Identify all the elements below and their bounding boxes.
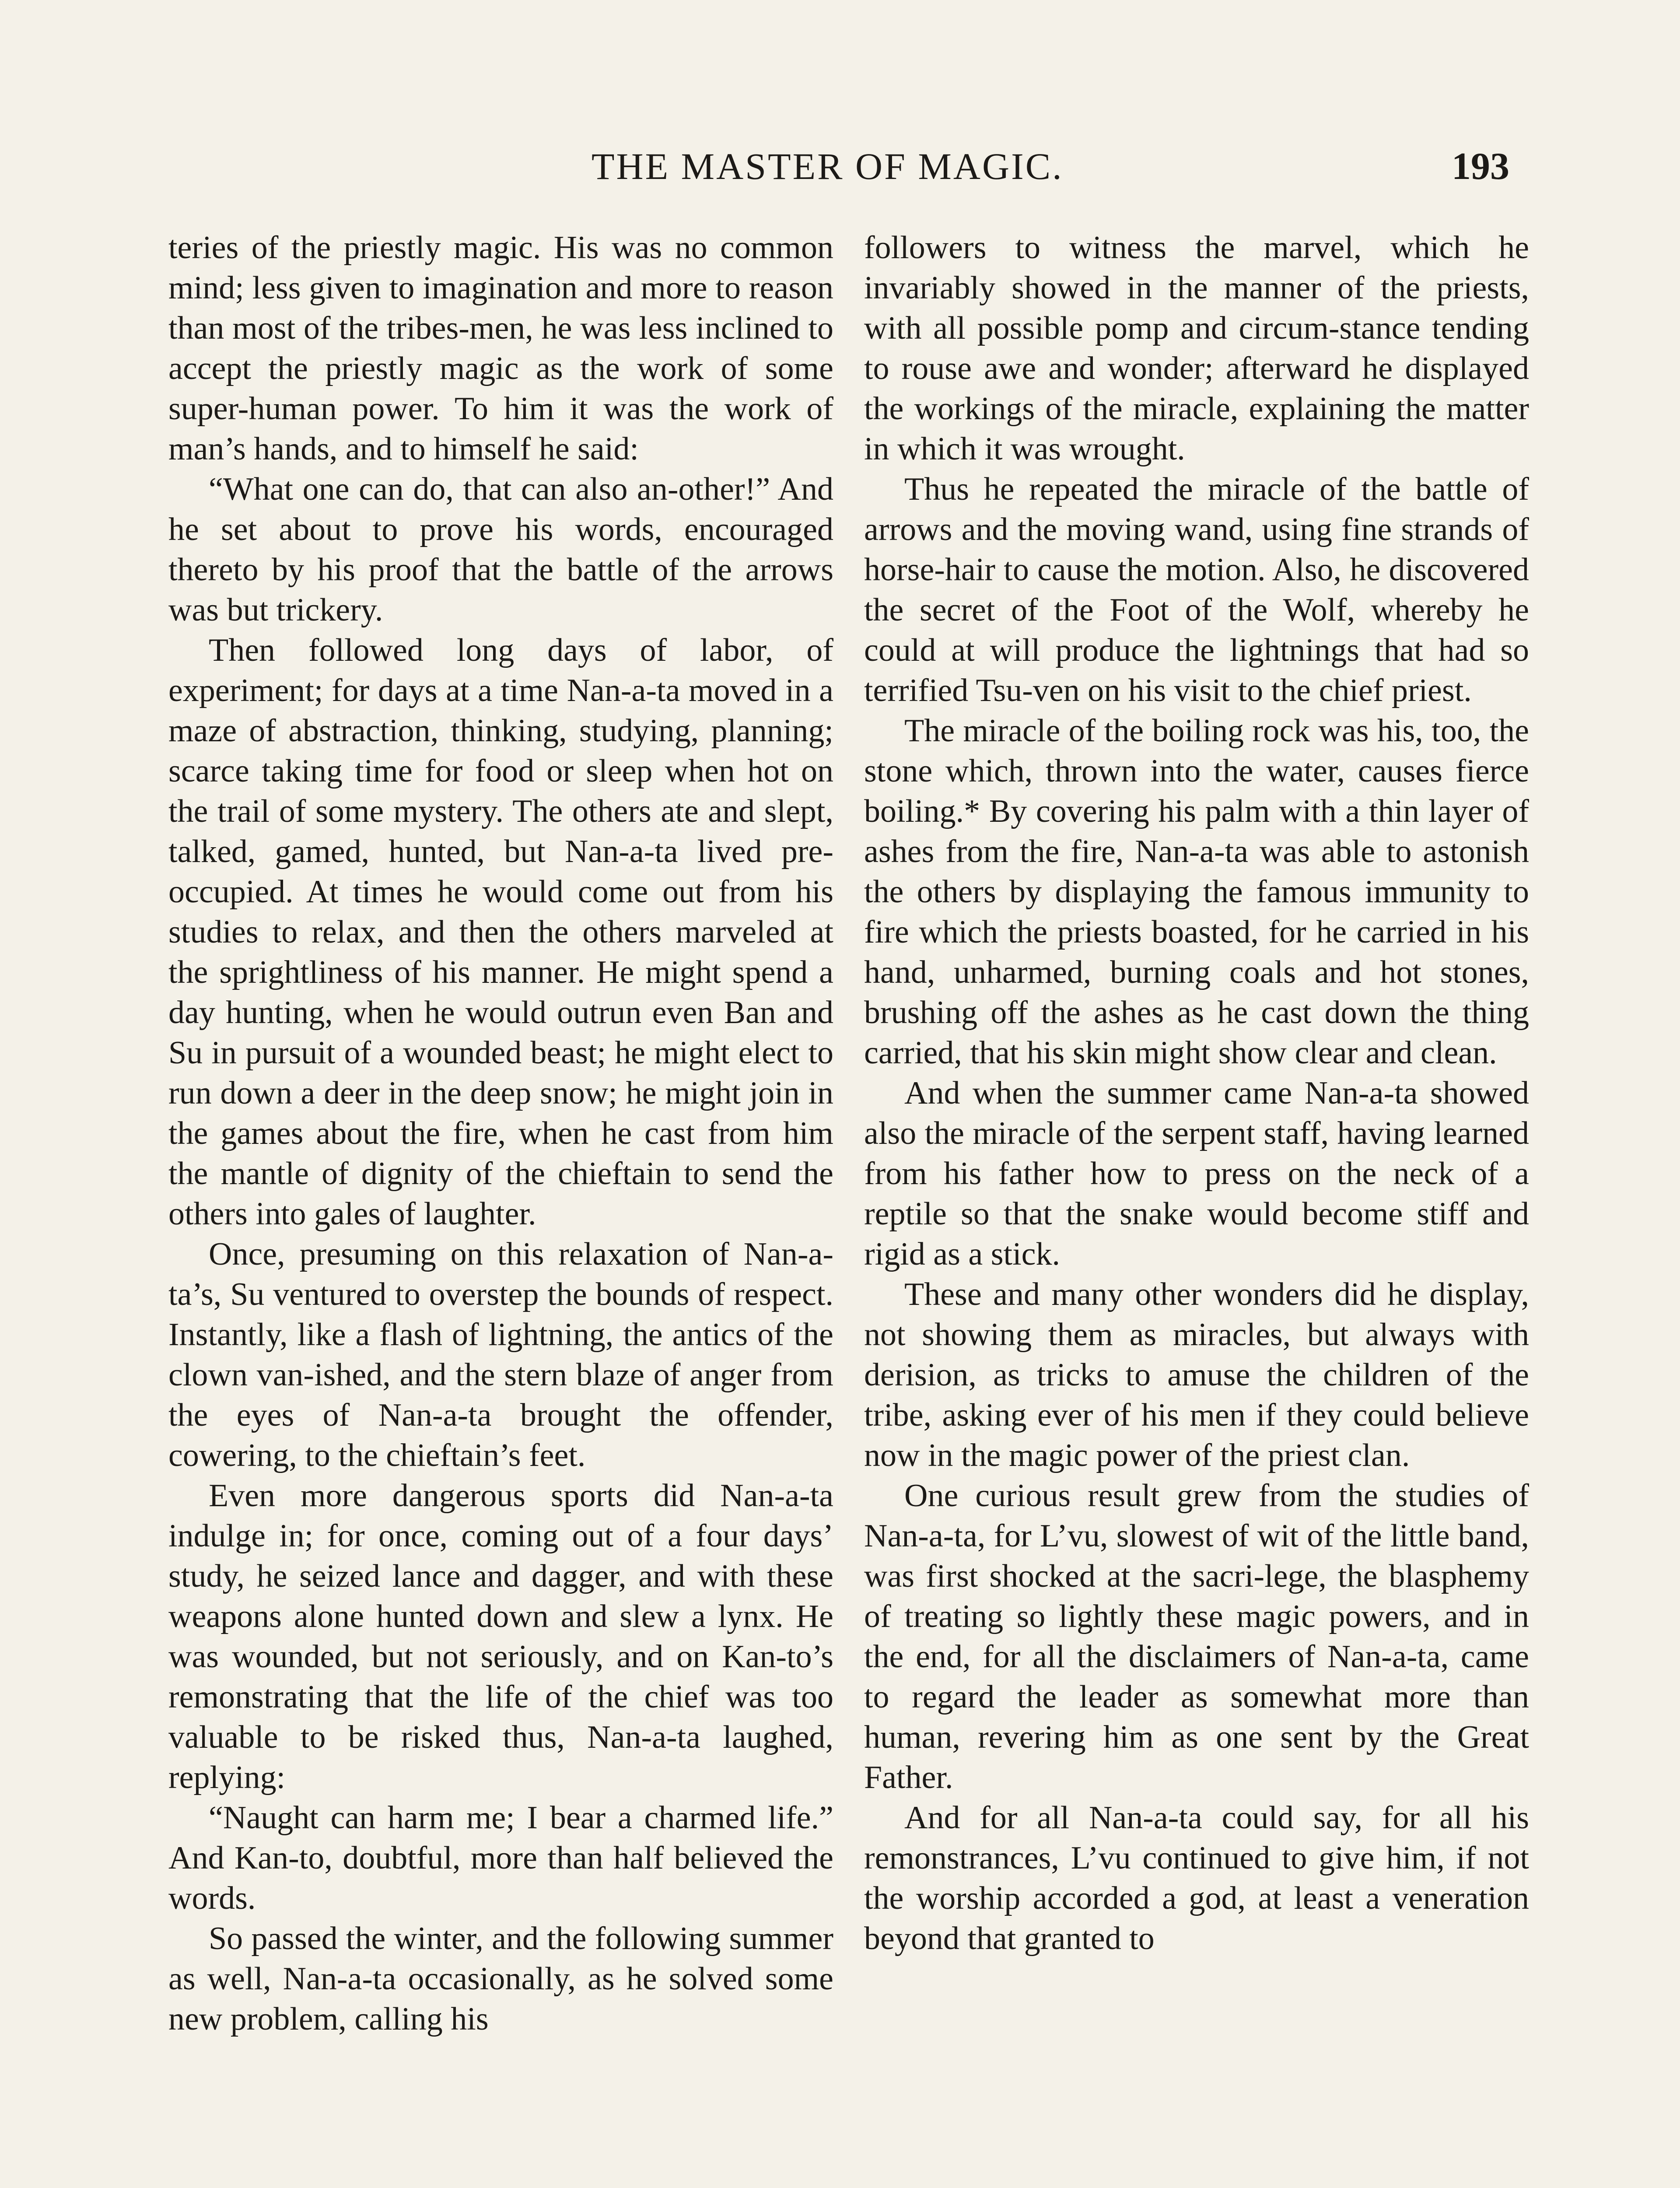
paragraph: And when the summer came Nan-a-ta showed also the miracle of the serpent staff, having learned from his father how to press on the neck of a reptile so that the snake would become stiff and rigid as a stick. (864, 1075, 1529, 1272)
paragraph: Once, presuming on this relaxation of Nan-a-ta’s, Su ventured to overstep the bounds of respect. Instantly, like a flash of lightning, the antics of the clown van-ished, and the stern blaze of anger from the eyes of Nan-a-ta brought the offender, cowering, to the chieftain’s feet. (168, 1236, 833, 1473)
running-title: THE MASTER OF MAGIC. (592, 145, 1064, 187)
left-column (168, 228, 833, 2188)
paragraph: “Naught can harm me; I bear a charmed life.” And Kan-to, doubtful, more than half believed the words. (168, 1800, 833, 1916)
paragraph: followers to witness the marvel, which he invariably showed in the manner of the priests, with all possible pomp and circum-stance tending to rouse awe and wonder; afterward he displayed the workings of the miracle, explaining the matter in which it was wrought. (864, 230, 1529, 467)
paragraph: And for all Nan-a-ta could say, for all his remonstrances, L’vu continued to give him, if not the worship accorded a god, at least a veneration beyond that granted to (864, 1800, 1529, 1957)
paragraph: One curious result grew from the studies of Nan-a-ta, for L’vu, slowest of wit of the little band, was first shocked at the sacri-lege, the blasphemy of treating so lightly these magic powers, and in the end, for all the disclaimers of Nan-a-ta, came to regard the leader as somewhat more than human, revering him as one sent by the Great Father. (864, 1478, 1529, 1795)
page-number: 193 (1452, 145, 1509, 188)
paragraph: teries of the priestly magic. His was no common mind; less given to imagination and more to reason than most of the tribes-men, he was less inclined to accept the priestly magic as the work of some super-human power. To him it was the work of man’s hands, and to himself he said: (168, 230, 833, 467)
paragraph: Then followed long days of labor, of experiment; for days at a time Nan-a-ta moved in a maze of abstraction, thinking, studying, planning; scarce taking time for food or sleep when hot on the trail of some mystery. The others ate and slept, talked, gamed, hunted, but Nan-a-ta lived pre-occupied. At times he would come out from his studies to relax, and then the others marveled at the sprightliness of his manner. He might spend a day hunting, when he would outrun even Ban and Su in pursuit of a wounded beast; he might elect to run down a deer in the deep snow; he might join in the games about the fire, when he cast from him the mantle of dignity of the chieftain to send the others into gales of laughter. (168, 632, 833, 1232)
paragraph: Even more dangerous sports did Nan-a-ta indulge in; for once, coming out of a four days’ study, he seized lance and dagger, and with these weapons alone hunted down and slew a lynx. He was wounded, but not seriously, and on Kan-to’s remonstrating that the life of the chief was too valuable to be risked thus, Nan-a-ta laughed, replying: (168, 1478, 833, 1795)
running-header (0, 144, 1680, 197)
paragraph: Thus he repeated the miracle of the battle of arrows and the moving wand, using fine strands of horse-hair to cause the motion. Also, he discovered the secret of the Foot of the Wolf, whereby he could at will produce the lightnings that had so terrified Tsu-ven on his visit to the chief priest. (864, 471, 1529, 708)
paragraph: “What one can do, that can also an-other!” And he set about to prove his words, encouraged thereto by his proof that the battle of the arrows was but trickery. (168, 471, 833, 628)
paragraph: So passed the winter, and the following summer as well, Nan-a-ta occasionally, as he solved some new problem, calling his (168, 1921, 833, 2037)
paragraph: These and many other wonders did he display, not showing them as miracles, but always with derision, as tricks to amuse the children of the tribe, asking ever of his men if they could believe now in the magic power of the priest clan. (864, 1276, 1529, 1473)
right-column (864, 228, 1529, 2188)
paragraph: The miracle of the boiling rock was his, too, the stone which, thrown into the water, causes fierce boiling.* By covering his palm with a thin layer of ashes from the fire, Nan-a-ta was able to astonish the others by displaying the famous immunity to fire which the priests boasted, for he carried in his hand, unharmed, burning coals and hot stones, brushing off the ashes as he cast down the thing carried, that his skin might show clear and clean. (864, 713, 1529, 1071)
